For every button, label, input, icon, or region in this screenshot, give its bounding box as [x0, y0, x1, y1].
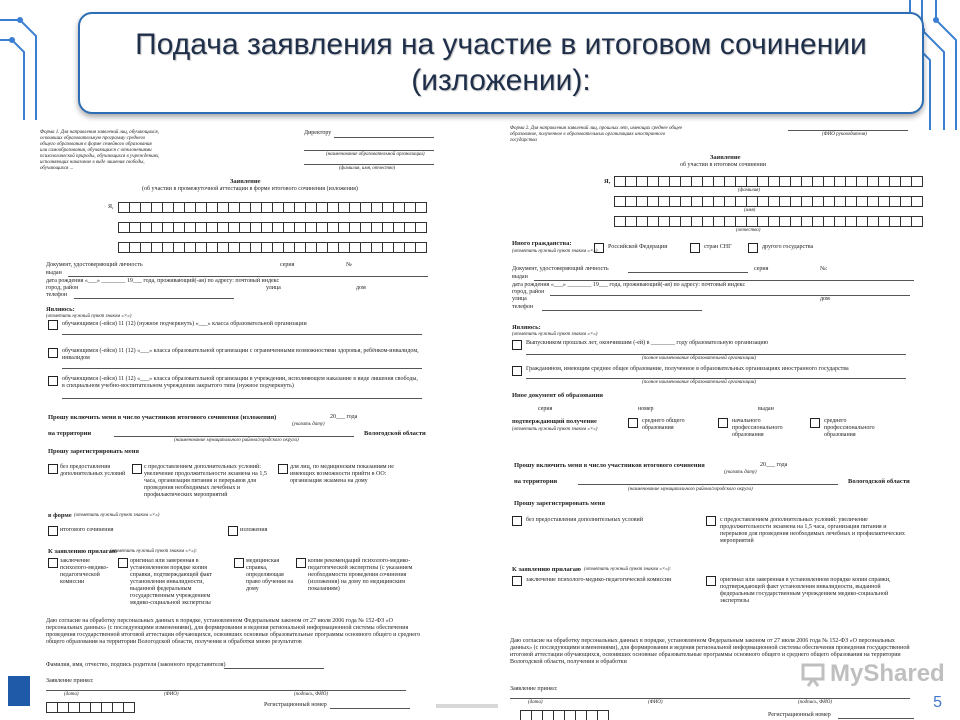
conf1-label: среднего общего образования: [642, 418, 685, 431]
ya-label: Я,: [108, 204, 114, 210]
municipality-hint: (наименование муниципального района/городского округа): [628, 487, 753, 492]
edu-number-label: номер: [638, 406, 654, 412]
opt1-label: Выпускником прошлых лет, окончившим (-ей) в ________ году образовательную организацию: [526, 340, 769, 346]
form-type-hint: (отметить нужный пункт знаком «×»): [74, 513, 160, 518]
conditions-label: Прошу зарегистрировать меня: [514, 500, 605, 507]
confirm-label: подтверждающий получение: [512, 418, 597, 425]
issued-label: выдан: [46, 270, 62, 276]
watermark: [800, 660, 945, 688]
edu-issued-label: выдан: [758, 406, 774, 412]
att2-label: оригинал или заверенная в установленном порядке копия справки, подтверждающей факт установления инвалидности, выданной федеральным государственным учреждением медико-социальной экспертизы: [720, 577, 891, 604]
title-box: [78, 12, 924, 114]
consent-text: Даю согласие на обработку персональных данных в порядке, установленном Федеральным законом от 27 июля 2006 года № 152-ФЗ «О персональных данных» (с последующими изменениями), для формирования и ведения региональной информационной системы обеспечения проведения государственной итоговой аттестации обучающихся, освоивших основные образовательные программы основного общего и среднего общего образования на территории Вологодской области, получения и обработки мною результатов: [46, 618, 421, 645]
right-application-form: [498, 122, 924, 720]
house-label: дом: [356, 285, 366, 291]
circuit-decoration-left: [0, 0, 50, 120]
doc-label: Документ, удостоверяющий личность: [46, 262, 143, 268]
cit3-label: другого государства: [762, 244, 814, 250]
presentation-icon: [800, 661, 826, 687]
date-caption: (дата): [528, 700, 543, 705]
form-title: Заявление: [710, 154, 741, 161]
fio-caption: (ФИО): [164, 692, 179, 697]
birth-line: дата рождения «___» ________ 19___ года, проживающий(-ая) по адресу: почтовый индекс: [46, 278, 280, 284]
cit1-label: Российской Федерации: [608, 244, 668, 250]
opt1-label: обучающимся (-ейся) 11 (12) (нужное подчеркнуть) «___» класса образовательной организации: [62, 321, 307, 327]
form-type-label: в форме: [48, 512, 72, 519]
cit3-checkbox[interactable]: [748, 243, 758, 253]
ya-label: Я,: [604, 178, 611, 185]
cond2-checkbox[interactable]: [132, 464, 142, 474]
date-caption: (дата): [64, 692, 79, 697]
cond1-checkbox[interactable]: [48, 464, 58, 474]
prosu-label: Прошу включить меня в число участников итогового сочинения: [514, 462, 705, 469]
conf3-label: среднего профессионального образования: [824, 418, 875, 438]
opt1-sub: (полное наименование образовательной организации): [642, 356, 757, 361]
street-label: улица: [266, 285, 281, 291]
parent-label: Фамилия, имя, отчество, подпись родителя (законного представителя): [46, 662, 226, 668]
att1-checkbox[interactable]: [512, 576, 522, 586]
doc-label: Документ, удостоверяющий личность: [512, 266, 609, 272]
form2-label: изложения: [240, 527, 268, 533]
date-cells[interactable]: [520, 710, 608, 720]
form-note: Форма 1. Для направления заявлений лиц, обучающихся, освоивших образовательную программу среднего общего образования в форме семейного образования или самообразования, обучающихся с отклонениями психологической природы, обучающихся в учреждениях, исполняющих наказание в виде лишения свободы, обучающихся ...: [40, 130, 160, 171]
surname-cells[interactable]: [118, 202, 426, 213]
opt1-checkbox[interactable]: [48, 320, 58, 330]
cit2-checkbox[interactable]: [690, 243, 700, 253]
phone-label: телефон: [512, 304, 534, 310]
fio-caption: (ФИО): [648, 700, 663, 705]
form-title: Заявление: [230, 178, 261, 185]
region-label: Вологодской области: [848, 478, 910, 485]
year-label: 20___ года: [760, 462, 788, 468]
cit1-checkbox[interactable]: [594, 243, 604, 253]
form2-checkbox[interactable]: [228, 526, 238, 536]
citizenship-label: Иного гражданства:: [512, 240, 572, 247]
att4-label: копия рекомендаций психолого-медико-педагогической экспертизы (с указанием необходимости проведения сочинения (изложения) на дому по медицинским показаниям): [308, 558, 413, 592]
director-sub2: (фамилия, имя, отчество): [339, 166, 396, 171]
number-label: №: [346, 262, 352, 268]
sign-caption: (подпись, ФИО): [798, 700, 833, 705]
page-number: 5: [933, 694, 942, 711]
att2-checkbox[interactable]: [118, 558, 128, 568]
conf2-checkbox[interactable]: [718, 418, 728, 428]
surname-caption: (фамилия): [738, 188, 761, 193]
opt2-label: Гражданином, имеющим среднее общее образование, полученное в образовательных организациях иностранного государства: [526, 366, 849, 372]
cond2-label: с предоставлением дополнительных условий: увеличение продолжительности экзамена на 1,5 часа, организация питания и перерывов для проведения необходимых лечебных и профилактических мероприятий: [144, 464, 267, 498]
surname-cells[interactable]: [614, 176, 922, 187]
slide-title-line2: (изложении):: [411, 64, 591, 97]
phone-label: телефон: [46, 292, 68, 298]
reg-label: Регистрационный номер: [768, 712, 831, 718]
street-label: улица: [512, 296, 527, 302]
prosu-label: Прошу включить меня в число участников итогового сочинения (изложения): [48, 414, 277, 421]
cond1-label: без предоставления дополнительных условий: [526, 517, 643, 523]
date-hint: (указать дату): [292, 422, 325, 427]
series-label: серия: [280, 262, 295, 268]
opt2-label: обучающимся (-ейся) 11 (12) «___» класса образовательной организации с ограниченными возможностями здоровья, ребёнком-инвалидом, инвалидом: [62, 348, 419, 361]
cond1-label: без предоставления дополнительных условий: [60, 464, 126, 477]
opt3-label: обучающимся (-ейся) 11 (12) «___» класса образовательной организации в учреждении, исполняющем наказание в виде лишения свободы, в специальном учебно-воспитательном учреждении закрытого типа (нужное подчеркнуть): [62, 376, 418, 389]
form-subtitle: (об участии в промежуточной аттестации в форме итогового сочинения (изложения): [142, 186, 358, 192]
name-cells[interactable]: [118, 222, 426, 233]
edu-doc-label: Иное документ об образовании: [512, 392, 603, 399]
opt2-checkbox[interactable]: [512, 366, 522, 376]
reg-label: Регистрационный номер: [264, 702, 327, 708]
att3-checkbox[interactable]: [234, 558, 244, 568]
slide-title-line1: Подача заявления на участие в итоговом сочинении: [135, 28, 867, 61]
conditions-label: Прошу зарегистрировать меня: [48, 448, 139, 455]
city-label: город, район: [512, 289, 545, 295]
director-label: Директору: [304, 130, 332, 136]
yavlyayus-label: Являюсь:: [46, 306, 75, 313]
conf1-checkbox[interactable]: [628, 418, 638, 428]
issued-label: выдан: [512, 274, 528, 280]
accepted-label: Заявление принял:: [46, 678, 94, 684]
att2-checkbox[interactable]: [706, 576, 716, 586]
cond2-label: с предоставлением дополнительных условий: увеличение продолжительности экзамена на 1,5 часа, организация питания и перерывов для проведения необходимых лечебных и профилактических мероприятий: [720, 517, 905, 544]
number-label: №:: [820, 266, 828, 272]
territory-label: на территории: [514, 478, 558, 485]
form-note: Форма 2. Для направления заявлений лиц, прошлых лет, имеющих среднее общее образование, полученное в образовательных организациях иностранного государства: [510, 126, 683, 143]
yavlyayus-label: Являюсь:: [512, 324, 541, 331]
cit-hint: (отметить нужный пункт знаком «×»): [512, 249, 598, 254]
accepted-label: Заявление принял:: [510, 686, 558, 692]
cond3-checkbox[interactable]: [278, 464, 288, 474]
logo-mark-left: [8, 676, 30, 706]
footer-bar: [436, 704, 498, 708]
left-application-form: [34, 122, 446, 720]
series-label: серия: [754, 266, 769, 272]
sign-caption: (подпись, ФИО): [294, 692, 329, 697]
consent-text: Даю согласие на обработку персональных данных в порядке, установленном Федеральным законом от 27 июля 2006 года № 152-ФЗ «О персональных данных» (с последующими изменениями), для формирования и ведения региональной информационной системы обеспечения проведения государственной итоговой аттестации обучающихся, освоивших основные образовательные программы основного общего и среднего общего образования на территории Вологодской области, получения и обработки: [510, 638, 910, 665]
conf3-checkbox[interactable]: [810, 418, 820, 428]
opt1-checkbox[interactable]: [512, 340, 522, 350]
director-sub1: (наименование образовательной организации): [326, 152, 425, 157]
name-caption: (имя): [744, 208, 756, 213]
region-label: Вологодской области: [364, 430, 426, 437]
opt2-checkbox[interactable]: [48, 348, 58, 358]
edu-series-label: серия: [538, 406, 553, 412]
form1-label: итогового сочинения: [60, 527, 114, 533]
opt3-checkbox[interactable]: [48, 376, 58, 386]
cit2-label: стран СНГ: [704, 244, 732, 250]
attach-label: К заявлению прилагаю: [48, 548, 117, 555]
cond2-checkbox[interactable]: [706, 516, 716, 526]
year-label: 20___ года: [330, 414, 358, 420]
mark-hint: (отметить нужный пункт знаком «×»): [46, 314, 132, 319]
att1-label: заключение психолого-медико-педагогической комиссии: [60, 558, 109, 585]
watermark-text: MyShared: [830, 660, 945, 687]
birth-line: дата рождения «___» ________ 19___ года, проживающий(-ая) по адресу: почтовый индекс: [512, 282, 746, 288]
att1-checkbox[interactable]: [48, 558, 58, 568]
house-label: дом: [820, 296, 830, 302]
sub-name: (ФИО руководителя): [822, 132, 867, 137]
att2-label: оригинал или заверенная в установленном порядке копия справки, подтверждающей факт установления инвалидности, выданной федеральным государственным учреждением медико-социальной экспертизы: [130, 558, 213, 606]
confirm-hint: (отметить нужный пункт знаком «×»): [512, 427, 598, 432]
patronymic-caption: (отчество): [736, 228, 761, 233]
attach-hint: (отметить нужный пункт знаком «×»):: [110, 549, 198, 554]
city-label: город, район: [46, 285, 79, 291]
form1-checkbox[interactable]: [48, 526, 58, 536]
date-cells[interactable]: [46, 702, 134, 713]
att1-label: заключение психолого-медико-педагогической комиссии: [526, 577, 672, 583]
conf2-label: начального профессионального образования: [732, 418, 783, 438]
mark-hint: (отметить нужный пункт знаком «×»): [512, 332, 598, 337]
date-hint: (указать дату): [724, 470, 757, 475]
attach-label: К заявлению прилагаю: [512, 566, 581, 573]
att3-label: медицинская справка, определяющая право обучения на дому: [246, 558, 294, 592]
opt2-sub: (полное наименование образовательной организации): [642, 380, 757, 385]
municipality-hint: (наименование муниципального района/городского округа): [174, 438, 299, 443]
form-subtitle: об участии в итоговом сочинении: [680, 162, 767, 168]
att4-checkbox[interactable]: [296, 558, 306, 568]
cond3-label: для лиц, по медицинским показаниям не имеющих возможности прийти в ОО: организация экзамена на дому: [290, 464, 394, 484]
cond1-checkbox[interactable]: [512, 516, 522, 526]
patronymic-cells[interactable]: [614, 216, 922, 227]
territory-label: на территории: [48, 430, 92, 437]
name-cells[interactable]: [614, 196, 922, 207]
patronymic-cells[interactable]: [118, 242, 426, 253]
attach-hint: (отметить нужный пункт знаком «×»):: [584, 567, 672, 572]
